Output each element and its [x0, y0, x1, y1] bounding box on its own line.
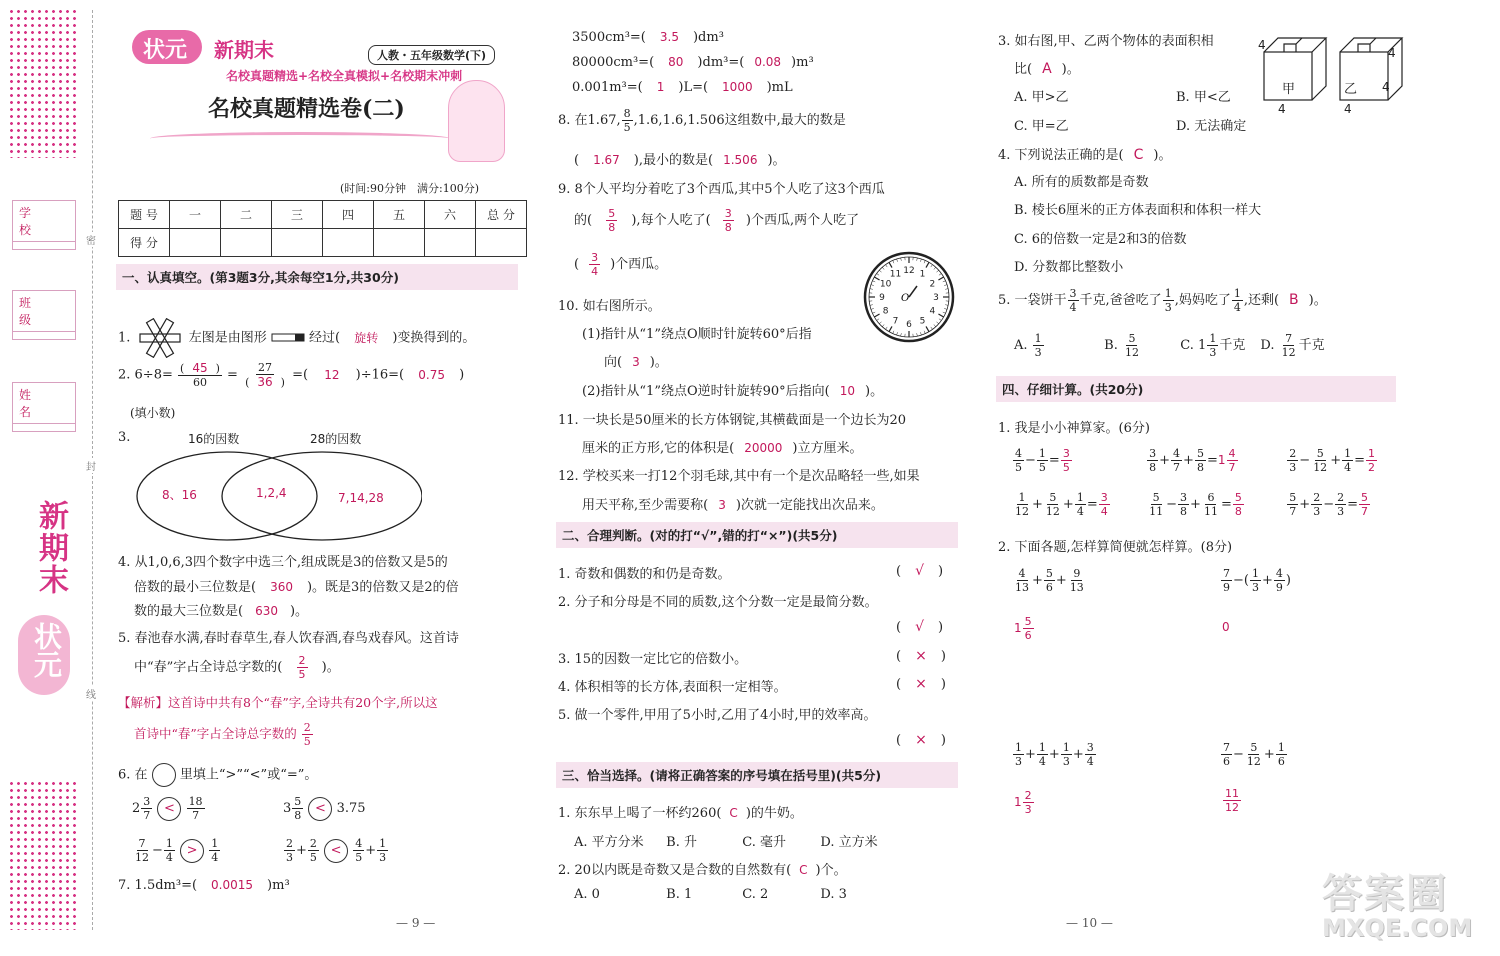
- judge-1-answer: ( √ ): [896, 563, 944, 579]
- section-2-heading: 二、合理判断。(对的打“√”,错的打“×”)(共5分): [556, 522, 958, 548]
- clock-tick: [893, 260, 894, 263]
- clock-tick: [882, 267, 884, 269]
- sidebar-class-label: 班 级: [13, 291, 75, 332]
- clock-tick: [871, 308, 874, 309]
- cube-dim-3: 4: [1344, 102, 1352, 116]
- judge-2-answer: ( √ ): [896, 619, 944, 635]
- q11-line1: 11. 一块长是50厘米的长方体钢锭,其横截面是一个边长为20: [558, 413, 907, 428]
- r-q3-opt-a: A. 甲>乙: [1014, 90, 1069, 105]
- r-q4-opt-b: B. 棱长6厘米的正方体表面积和体积一样大: [1014, 203, 1262, 218]
- vertical-title: 新期末: [33, 500, 68, 596]
- page-number-right: — 10 —: [1066, 916, 1113, 930]
- clock-tick: [879, 322, 881, 324]
- score-col-label: 题 号: [119, 201, 170, 229]
- r-q4: 4. 下列说法正确的是( C )。: [998, 147, 1172, 163]
- q10-1a: (1)指针从“1”绕点O顺时针旋转60°后指: [582, 327, 812, 342]
- sidebar-name-box: [12, 382, 76, 432]
- q7: 7. 1.5dm³=( 0.0015 )m³: [118, 878, 290, 893]
- q6: 6. 在 里填上“>”“<”或“=”。: [118, 763, 317, 787]
- time-info: (时间:90分钟 满分:100分): [340, 182, 479, 195]
- clock-tick: [885, 265, 887, 267]
- clock-tick: [926, 262, 929, 267]
- clock-numeral: 11: [889, 269, 902, 280]
- clock-tick: [874, 314, 879, 317]
- clock-tick: [871, 285, 874, 286]
- clock-tick: [939, 319, 941, 321]
- clock-tick: [889, 262, 892, 267]
- clock-tick: [939, 273, 941, 275]
- judge-4: 4. 体积相等的长方体,表面积一定相等。: [558, 680, 787, 695]
- clock-tick: [917, 258, 918, 261]
- dot-pattern-bottom: [8, 780, 80, 930]
- clock-tick: [936, 322, 938, 324]
- paper-title: 名校真题精选卷(二): [208, 96, 405, 122]
- r-q4-opt-a: A. 所有的质数都是奇数: [1014, 175, 1149, 190]
- clock-numeral: 9: [879, 293, 885, 303]
- clock-tick: [944, 308, 947, 309]
- clock-numeral: 8: [882, 306, 889, 317]
- q10: 10. 如右图所示。: [558, 299, 661, 314]
- r-q3-line2: 比( A )。: [1014, 61, 1080, 77]
- clock-tick: [885, 327, 887, 329]
- bar-shape-icon: [271, 333, 305, 343]
- clock-numeral: 5: [919, 316, 926, 327]
- clock-numeral: 3: [933, 293, 939, 303]
- clock-tick: [917, 333, 918, 336]
- clock-center-label: O: [901, 293, 910, 304]
- clock-tick: [897, 259, 898, 262]
- simplify-3-answer: 1 $\frac{2}{3}$: [1014, 789, 1032, 816]
- q1-answer: 旋转: [354, 330, 379, 345]
- score-row-label: 得 分: [119, 229, 170, 257]
- simplify-2: $\frac{7}{9}$ −( $\frac{1}{3}$ + $\frac{4}{9}$ ): [1223, 567, 1291, 594]
- mascot-figure: [448, 80, 505, 162]
- simplify-3: $\frac{1}{3}$ + $\frac{1}{4}$ + $\frac{1}{3}$ + $\frac{3}{4}$: [1015, 741, 1094, 768]
- choice-1: 1. 东东早上喝了一杯约260( C )的牛奶。: [558, 806, 803, 821]
- answer-circle: <: [324, 839, 348, 863]
- pinwheel-figure: [135, 318, 185, 358]
- cube-yi-label: 乙: [1344, 82, 1358, 97]
- clock-tick: [943, 312, 946, 313]
- judge-5-answer: ( × ): [896, 732, 946, 748]
- clock-tick: [924, 260, 925, 263]
- vertical-brand: 状元: [30, 622, 63, 678]
- page-number-left: — 9 —: [396, 916, 436, 930]
- clock-tick: [934, 324, 936, 326]
- cube-dim-4: 4: [1388, 46, 1396, 60]
- q6-row1: 2 $\frac{3}{7}$ < $\frac{18}{7}$: [132, 795, 203, 822]
- clock-tick: [938, 277, 943, 280]
- clock-tick: [944, 285, 947, 286]
- clock-face: [862, 250, 956, 344]
- clock-tick: [924, 331, 925, 334]
- simplify-4-answer: $\frac{11}{12}$: [1225, 787, 1239, 814]
- clock-tick: [938, 314, 943, 317]
- simplify-2-answer: 0: [1222, 620, 1230, 634]
- clock-numeral: 10: [879, 279, 892, 290]
- q9-line3: ( $\frac{3}{4}$ )个西瓜。: [574, 251, 668, 278]
- q8-line2: ( 1.67 ),最小的数是( 1.506 )。: [574, 153, 786, 168]
- score-cell[interactable]: [170, 229, 221, 257]
- q3-number: 3.: [118, 430, 131, 445]
- r-q3-opt-c: C. 甲=乙: [1014, 119, 1069, 134]
- sidebar-name-label: 姓 名: [13, 383, 75, 424]
- score-col-1: 一: [170, 201, 221, 229]
- q6-row2b: $\frac{2}{3}$ + $\frac{2}{5}$ < $\frac{4}{5}$ + $\frac{1}{3}$: [286, 837, 387, 864]
- clock-tick: [889, 326, 892, 331]
- section-4-heading: 四、仔细计算。(共20分): [996, 376, 1396, 402]
- clock-tick: [870, 289, 873, 290]
- series-title: 新期末: [214, 38, 274, 62]
- section-1-heading: 一、认真填空。(第3题3分,其余每空1分,共30分): [116, 264, 518, 290]
- q1: 1. 左图是由图形 经过( 旋转 )变换得到的。: [118, 318, 475, 358]
- cube-dim-5: 4: [1382, 80, 1390, 94]
- judge-4-answer: ( × ): [896, 676, 946, 692]
- mid-line1: 3500cm³=( 3.5 )dm³: [572, 30, 724, 45]
- simplify-1: $\frac{4}{13}$ + $\frac{5}{6}$ + $\frac{9}{13}$: [1015, 567, 1084, 594]
- section-3-heading: 三、恰当选择。(请将正确答案的序号填在括号里)(共5分): [556, 762, 958, 788]
- calc-row-2: $\frac{1}{12}$ + $\frac{5}{12}$ + $\frac{1}{4}$ = $\frac{3}{4}$ $\frac{5}{11}$ − $\frac{3}{8}$ + $\frac{6}{11}$ = $\frac{5}{8}$ $\frac{5}{7}$ + $\frac{2}{3}$ − $\frac{2}{3}$ = $\frac{5}{7}$: [1015, 491, 1368, 518]
- clock-tick: [945, 289, 948, 290]
- q4-line1: 4. 从1,0,6,3四个数字中选三个,组成既是3的倍数又是5的: [118, 555, 448, 570]
- judge-3: 3. 15的因数一定比它的倍数小。: [558, 652, 748, 667]
- watermark-logo: 答案圈: [1322, 871, 1448, 917]
- venn-right-values: 7,14,28: [338, 491, 384, 505]
- score-cell[interactable]: [272, 229, 323, 257]
- choice-2: 2. 20以内既是奇数又是合数的自然数有( C )个。: [558, 863, 847, 878]
- seal-char-1: 密: [86, 232, 96, 247]
- q5-line2: 中“春”字占全诗总字数的( $\frac{2}{5}$ )。: [134, 654, 340, 681]
- watermark-url: MXQE.COM: [1322, 914, 1473, 942]
- q6-row2: $\frac{7}{12}$ − $\frac{1}{4}$ > $\frac{1}{4}$: [135, 837, 219, 864]
- clock-tick: [882, 324, 884, 326]
- q5-line1: 5. 春池春水满,春时春草生,春人饮春酒,春鸟戏春风。这首诗: [118, 631, 459, 646]
- clock-numeral: 7: [892, 316, 899, 327]
- calc-1-title: 1. 我是小小神算家。(6分): [998, 421, 1150, 436]
- clock-tick: [931, 327, 933, 329]
- clock-tick: [936, 270, 938, 272]
- venn-label-left: 16的因数: [188, 432, 240, 446]
- clock-numeral: 1: [919, 269, 926, 280]
- score-table: [118, 200, 527, 257]
- judge-1: 1. 奇数和偶数的和仍是奇数。: [558, 567, 731, 582]
- clock-tick: [943, 281, 946, 282]
- score-cell[interactable]: [323, 229, 374, 257]
- mid-line2: 80000cm³=( 80 )dm³=( 0.08 )m³: [572, 55, 814, 70]
- clock-tick: [870, 305, 873, 306]
- clock-tick: [931, 265, 933, 267]
- clock-numeral: 4: [929, 306, 936, 317]
- cube-dim-2: 4: [1278, 102, 1286, 116]
- judge-3-answer: ( × ): [896, 648, 946, 664]
- venn-mid-values: 1,2,4: [256, 486, 287, 500]
- clock-tick: [872, 281, 875, 282]
- q4-line2: 倍数的最小三位数是( 360 )。既是3的倍数又是2的倍: [134, 580, 459, 595]
- choice-2-options: A. 0 B. 1 C. 2 D. 3: [574, 887, 847, 902]
- q12-line1: 12. 学校买来一打12个羽毛球,其中有一个是次品略轻一些,如果: [558, 469, 920, 484]
- venn-label-right: 28的因数: [310, 432, 362, 446]
- clock-numeral: 12: [903, 266, 915, 276]
- q12-line2: 用天平称,至少需要称( 3 )次就一定能找出次品来。: [582, 498, 884, 513]
- edition-badge: 人教・五年级数学(下): [368, 45, 495, 65]
- choice-1-options: A. 平方分米 B. 升 C. 毫升 D. 立方米: [574, 835, 878, 850]
- dot-pattern-top: [8, 8, 80, 158]
- r-q5: 5. 一袋饼干 $\frac{3}{4}$ 千克,爸爸吃了 $\frac{1}{3}$ ,妈妈吃了 $\frac{1}{4}$ ,还剩( B )。: [998, 287, 1327, 314]
- q2: 2. 6÷8= $\frac{( 45 )}{60}$ = $\frac{27}{( 36 )}$ =( 12 )÷16=( 0.75 ): [118, 361, 465, 389]
- r-q4-opt-c: C. 6的倍数一定是2和3的倍数: [1014, 232, 1187, 247]
- venn-left-values: 8、16: [162, 488, 197, 502]
- q4-line3: 数的最大三位数是( 630 )。: [134, 604, 309, 619]
- simplify-1-answer: 1 $\frac{5}{6}$: [1014, 615, 1032, 642]
- q9-line1: 9. 8个人平均分着吃了3个西瓜,其中5个人吃了这3个西瓜: [558, 182, 885, 197]
- brand-text: 状元: [143, 38, 188, 63]
- clock-tick: [920, 259, 921, 262]
- r-q3-line1: 3. 如右图,甲、乙两个物体的表面积相: [998, 34, 1214, 49]
- clock-tick: [901, 258, 902, 261]
- answer-circle: <: [308, 797, 332, 821]
- clock-tick: [879, 270, 881, 272]
- score-cell[interactable]: [425, 229, 476, 257]
- judge-5: 5. 做一个零件,甲用了5小时,乙用了4小时,甲的效率高。: [558, 708, 877, 723]
- clock-tick: [872, 312, 875, 313]
- q8-line1: 8. 在1.67, $\frac{8}{5}$ ,1.6,1.6,1.506这组数中,最大的数是: [558, 107, 846, 134]
- cube-jia-label: 甲: [1282, 82, 1296, 97]
- clock-tick: [934, 267, 936, 269]
- q10-2: (2)指针从“1”绕点O逆时针旋转90°后指向( 10 )。: [582, 384, 884, 399]
- clock-tick: [945, 305, 948, 306]
- score-col-4: 四: [323, 201, 374, 229]
- r-q3-opt-d: D. 无法确定: [1176, 119, 1247, 134]
- r-q5-options: A. $\frac{1}{3}$ B. $\frac{5}{12}$ C. 1 $\frac{1}{3}$ 千克 D. $\frac{7}{12}$ 千克: [1014, 332, 1325, 359]
- score-col-2: 二: [221, 201, 272, 229]
- q5-explanation-2: 首诗中“春”字占全诗总字数的 $\frac{2}{5}$: [134, 721, 311, 748]
- calc-row-1: $\frac{4}{5}$ − $\frac{1}{5}$ = $\frac{3}{5}$ $\frac{3}{8}$ + $\frac{4}{7}$ + $\frac{5}{8}$ =1 $\frac{4}{7}$ $\frac{2}{3}$ − $\frac{5}{12}$ + $\frac{1}{4}$ = $\frac{1}{2}$: [1015, 447, 1375, 474]
- sidebar-school-box: [12, 200, 76, 250]
- clock-tick: [897, 332, 898, 335]
- simplify-4: $\frac{7}{6}$ − $\frac{5}{12}$ + $\frac{1}{6}$: [1223, 741, 1285, 768]
- sidebar-class-box: [12, 290, 76, 340]
- answer-circle: >: [180, 839, 204, 863]
- score-col-3: 三: [272, 201, 323, 229]
- r-q4-opt-d: D. 分数都比整数小: [1014, 260, 1124, 275]
- score-cell[interactable]: [476, 229, 527, 257]
- q5-explanation-1: 【解析】这首诗中共有8个“春”字,全诗共有20个字,所以这: [118, 695, 438, 710]
- seal-char-3: 线: [86, 686, 96, 701]
- judge-2: 2. 分子和分母是不同的质数,这个分数一定是最简分数。: [558, 595, 878, 610]
- q10-1b: 向( 3 )。: [604, 355, 668, 370]
- q2-note: (填小数): [130, 406, 176, 420]
- score-col-total: 总 分: [476, 201, 527, 229]
- q11-line2: 厘米的正方形,它的体积是( 20000 )立方厘米。: [582, 441, 863, 456]
- clock-tick: [901, 333, 902, 336]
- q9-line2: 的( $\frac{5}{8}$ ),每个人吃了( $\frac{3}{8}$ )个西瓜,两个人吃了: [574, 207, 860, 234]
- cube-dim-1: 4: [1258, 38, 1266, 52]
- clock-tick: [874, 277, 879, 280]
- title-swoosh: [150, 132, 450, 145]
- score-col-5: 五: [374, 201, 425, 229]
- clock-tick: [920, 332, 921, 335]
- score-cell[interactable]: [221, 229, 272, 257]
- mid-line3: 0.001m³=( 1 )L=( 1000 )mL: [572, 80, 793, 95]
- clock-numeral: 6: [906, 320, 912, 330]
- calc-2-title: 2. 下面各题,怎样算简便就怎样算。(8分): [998, 540, 1233, 555]
- clock-tick: [926, 326, 929, 331]
- clock-numeral: 2: [929, 279, 936, 290]
- clock-tick: [877, 273, 879, 275]
- score-cell[interactable]: [374, 229, 425, 257]
- tagline: 名校真题精选+名校全真模拟+名校期末冲刺: [226, 69, 463, 83]
- answer-circle: <: [157, 797, 181, 821]
- r-q3-opt-b: B. 甲<乙: [1176, 90, 1231, 105]
- q6-row1b: 3 $\frac{5}{8}$ < 3.75: [283, 795, 366, 822]
- clock-tick: [877, 319, 879, 321]
- clock-tick: [893, 331, 894, 334]
- score-col-6: 六: [425, 201, 476, 229]
- blank-circle-icon: [152, 763, 176, 787]
- seal-char-2: 封: [86, 458, 96, 473]
- sidebar-school-label: 学 校: [13, 201, 75, 242]
